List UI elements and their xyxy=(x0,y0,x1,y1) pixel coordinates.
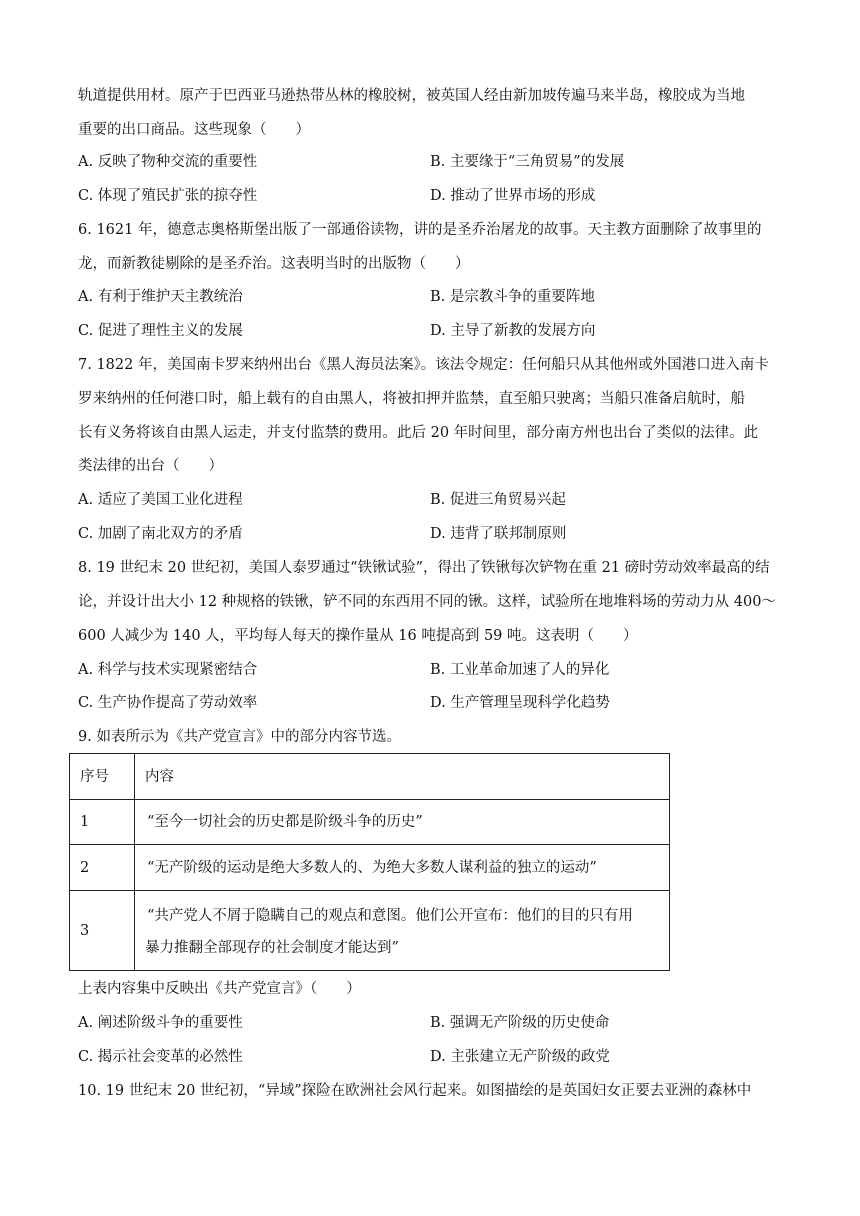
q7-option-d[interactable]: D. 违背了联邦制原则 xyxy=(430,526,567,542)
q7-option-a[interactable]: A. 适应了美国工业化进程 xyxy=(78,492,243,508)
q7-stem-line-2: 罗来纳州的任何港口时，船上载有的自由黑人，将被扣押并监禁，直至船只驶离；当船只准备启航时，船 xyxy=(78,391,745,407)
table-header-row xyxy=(70,754,670,800)
q8-option-c[interactable]: C. 生产协作提高了劳动效率 xyxy=(78,695,258,711)
row-content xyxy=(135,891,670,971)
q5-option-b[interactable]: B. 主要缘于“三角贸易”的发展 xyxy=(430,154,625,170)
q9-option-c[interactable]: C. 揭示社会变革的必然性 xyxy=(78,1049,243,1065)
header-content: 内容 xyxy=(135,754,670,800)
q6-stem-line-1: 6. 1621 年，德意志奥格斯堡出版了一部通俗读物，讲的是圣乔治屠龙的故事。天主教方面删除了故事里的 xyxy=(78,222,762,238)
q7-stem-line-1: 7. 1822 年，美国南卡罗来纳州出台《黑人海员法案》。该法令规定：任何船只从其他州或外国港口进入南卡 xyxy=(78,357,769,373)
q7-option-b[interactable]: B. 促进三角贸易兴起 xyxy=(430,492,566,508)
q5-stem-line-1: 轨道提供用材。原产于巴西亚马逊热带丛林的橡胶树，被英国人经由新加坡传遍马来半岛，橡胶成为当地 xyxy=(78,88,745,104)
row-content-line: “无产阶级的运动是绝大多数人的、为绝大多数人谋利益的独立的运动” xyxy=(147,859,597,876)
q9-stem-after: 上表内容集中反映出《共产党宣言》（ ） xyxy=(78,981,361,997)
q5-stem-line-2: 重要的出口商品。这些现象（ ） xyxy=(78,122,310,138)
q6-option-a[interactable]: A. 有利于维护天主教统治 xyxy=(78,289,243,305)
row-content-line: “至今一切社会的历史都是阶级斗争的历史” xyxy=(147,814,423,830)
q10-stem-line-1: 10. 19 世纪末 20 世纪初，“异域”探险在欧洲社会风行起来。如图描绘的是英国妇女正要去亚洲的森林中 xyxy=(78,1083,752,1099)
q7-stem-line-3: 长有义务将该自由黑人运走，并支付监禁的费用。此后 20 年时间里，部分南方州也出台了类似的法律。此 xyxy=(78,425,759,441)
row-content xyxy=(135,845,670,891)
q8-option-d[interactable]: D. 生产管理呈现科学化趋势 xyxy=(430,695,610,711)
q9-intro: 9. 如表所示为《共产党宣言》中的部分内容节选。 xyxy=(78,729,401,745)
q5-option-d[interactable]: D. 推动了世界市场的形成 xyxy=(430,188,596,204)
row-number: 1 xyxy=(70,800,135,845)
table-row xyxy=(70,891,670,971)
q8-stem-line-2: 论，并设计出大小 12 种规格的铁锹，铲不同的东西用不同的锹。这样，试验所在地堆料场的劳动力从 400～ xyxy=(78,594,776,610)
q9-option-b[interactable]: B. 强调无产阶级的历史使命 xyxy=(430,1015,610,1031)
manifesto-table xyxy=(69,753,670,971)
row-content-line: “共产党人不屑于隐瞒自己的观点和意图。他们公开宣布：他们的目的只有用 xyxy=(147,907,633,924)
q8-stem-line-1: 8. 19 世纪末 20 世纪初，美国人泰罗通过“铁锹试验”，得出了铁锹每次铲物在重 21 磅时劳动效率最高的结 xyxy=(78,560,770,576)
table-row xyxy=(70,845,670,891)
q5-option-c[interactable]: C. 体现了殖民扩张的掠夺性 xyxy=(78,188,258,204)
header-number: 序号 xyxy=(70,754,135,800)
q7-option-c[interactable]: C. 加剧了南北双方的矛盾 xyxy=(78,526,243,542)
q9-option-a[interactable]: A. 阐述阶级斗争的重要性 xyxy=(78,1015,243,1031)
row-content xyxy=(135,800,670,845)
q8-stem-line-3: 600 人减少为 140 人，平均每人每天的操作量从 16 吨提高到 59 吨。这表明（ ） xyxy=(78,628,638,644)
q6-stem-line-2: 龙，而新教徒剔除的是圣乔治。这表明当时的出版物（ ） xyxy=(78,256,470,272)
q6-option-d[interactable]: D. 主导了新教的发展方向 xyxy=(430,323,596,339)
row-content-line: 暴力推翻全部现存的社会制度才能达到” xyxy=(145,939,399,956)
q9-option-d[interactable]: D. 主张建立无产阶级的政党 xyxy=(430,1049,610,1065)
row-number: 3 xyxy=(70,891,135,971)
q6-option-c[interactable]: C. 促进了理性主义的发展 xyxy=(78,323,243,339)
q8-option-b[interactable]: B. 工业革命加速了人的异化 xyxy=(430,662,610,678)
row-number: 2 xyxy=(70,845,135,891)
q7-stem-line-4: 类法律的出台（ ） xyxy=(78,458,223,474)
table-row xyxy=(70,800,670,845)
q8-option-a[interactable]: A. 科学与技术实现紧密结合 xyxy=(78,662,258,678)
q5-option-a[interactable]: A. 反映了物种交流的重要性 xyxy=(78,154,258,170)
q6-option-b[interactable]: B. 是宗教斗争的重要阵地 xyxy=(430,289,595,305)
